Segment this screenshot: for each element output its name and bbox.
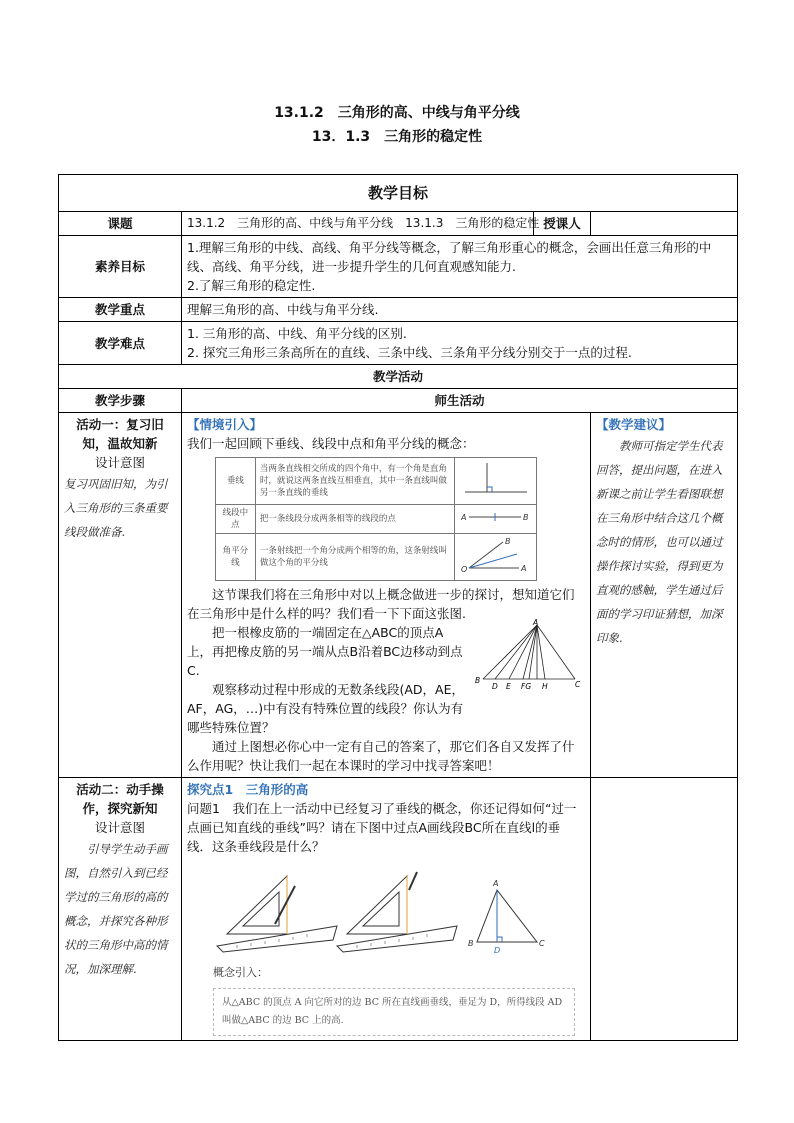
concept-desc: 把一条线段分成两条相等的线段的点 <box>255 505 454 534</box>
key-value: 理解三角形的高、中线与角平分线. <box>182 298 738 322</box>
fan-label-a: A <box>533 619 539 627</box>
bisector-figure <box>454 534 536 581</box>
tri-label-a: A <box>493 879 499 888</box>
perpendicular-diagram <box>459 460 531 498</box>
activity-1-suggestion <box>591 413 738 778</box>
question-1: 问题1 我们在上一活动中已经复习了垂线的概念，你还记得如何“过一点画已知直线的垂线”吗？请在下图中过点A画线段BC所在直线l的垂线．这条垂线段是什么？ <box>187 801 577 854</box>
tri-label-b: B <box>468 939 474 948</box>
bisector-label-b: B <box>504 537 511 546</box>
concept-definition: 从△ABC 的顶点 A 向它所对的边 BC 所在直线画垂线，垂足为 D，所得线段 AD 叫做△ABC 的边 BC 上的高. <box>213 988 575 1036</box>
bisector-label-o: O <box>460 565 468 574</box>
difficulty-value <box>182 322 738 365</box>
activity-2-steps <box>59 778 182 1041</box>
difficulty-label: 教学难点 <box>59 322 182 365</box>
topic-value: 13.1.2 三角形的高、中线与角平分线 13.1.3 三角形的稳定性 <box>182 212 534 236</box>
concept-intro-label: 概念引入： <box>213 966 268 979</box>
tri-label-c: C <box>539 939 545 948</box>
activity-2-title: 活动二：动手操作，探究新知 <box>76 782 164 816</box>
activity-1-steps <box>59 413 182 778</box>
concept-desc: 当两条直线相交所成的四个角中，有一个角是直角时，就说这两条直线互相垂直，其中一条直线叫做另一条直线的垂线 <box>255 458 454 505</box>
fan-label-fg: FG <box>521 682 532 691</box>
inquiry-point-heading: 探究点1 三角形的高 <box>187 782 309 797</box>
suggestion-text: 教师可指定学生代表回答，提出问题，在进入新课之前让学生看图联想在三角形中结合这几个概念时的情形，也可以通过操作探讨实验，得到更为直观的感触，学生通过后面的学习印证猜想，加深印象. <box>596 439 723 645</box>
suggestion-heading: 【教学建议】 <box>596 417 672 432</box>
midpoint-label-a: A <box>460 513 467 522</box>
concept-review-table <box>215 457 537 581</box>
paragraph-2: 把一根橡皮筋的一端固定在△ABC的顶点A上，再把橡皮筋的另一端从点B沿着BC边移动到点C. <box>187 625 463 678</box>
review-intro: 我们一起回顾下垂线、线段中点和角平分线的概念： <box>187 436 475 451</box>
activity-2-design-label: 设计意图 <box>94 820 145 835</box>
key-label: 教学重点 <box>59 298 182 322</box>
fan-label-c: C <box>575 680 581 689</box>
title-line-2: 13．1.3 三角形的稳定性 <box>311 129 483 145</box>
activity-1-content <box>182 413 591 778</box>
lesson-plan-table <box>58 174 738 1041</box>
activity-2-content <box>182 778 591 1041</box>
goal-value <box>182 236 738 298</box>
concept-name: 垂线 <box>216 458 256 505</box>
bisector-diagram <box>459 536 531 574</box>
activity-2-design-text: 引导学生动手画图，自然引入到已经学过的三角形的高的概念，并探究各种形状的三角形中高的情况，加深理解. <box>64 842 168 976</box>
activity-1-design-text: 复习巩固旧知，为引入三角形的三条重要线段做准备. <box>64 477 168 539</box>
rubber-band-diagram <box>467 619 583 691</box>
paragraph-4: 通过上图想必你心中一定有自己的答案了，那它们各自又发挥了什么作用呢？快让我们一起在本课时的学习中找寻答案吧！ <box>187 739 575 773</box>
goal-line-2: 2.了解三角形的稳定性. <box>187 278 316 293</box>
rubber-band-block <box>187 619 585 737</box>
concept-name: 角平分线 <box>216 534 256 581</box>
fan-label-d: D <box>492 682 498 691</box>
activity-2-suggestion <box>591 778 738 1041</box>
paragraph-3: 观察移动过程中形成的无数条线段(AD，AE，AF，AG，…)中有没有特殊位置的线段？你认为有哪些特殊位置？ <box>187 682 465 735</box>
topic-label: 课题 <box>59 212 182 236</box>
teacher-student-header: 师生活动 <box>182 389 738 413</box>
midpoint-diagram <box>459 510 531 524</box>
midpoint-figure <box>454 505 536 534</box>
activity-header: 教学活动 <box>59 365 738 389</box>
perpendicular-figure <box>454 458 536 505</box>
fan-label-h: H <box>542 682 548 691</box>
steps-header: 教学步骤 <box>59 389 182 413</box>
activity-1-title: 活动一：复习旧知，温故知新 <box>76 417 164 451</box>
title-line-1: 13.1.2 三角形的高、中线与角平分线 <box>274 105 520 121</box>
bisector-label-a: A <box>520 564 527 573</box>
goal-line-1: 1.理解三角形的中线、高线、角平分线等概念，了解三角形重心的概念，会画出任意三角形的中线、高线、角平分线，进一步提升学生的几何直观感知能力. <box>187 240 712 274</box>
teacher-value <box>591 212 738 236</box>
paragraph-1: 这节课我们将在三角形中对以上概念做进一步的探讨，想知道它们在三角形中是什么样的吗？我们看一下下面这张图. <box>187 587 575 621</box>
set-square-figures <box>187 856 567 958</box>
concept-name: 线段中点 <box>216 505 256 534</box>
scene-intro-heading: 【情境引入】 <box>187 417 263 432</box>
objectives-header: 教学目标 <box>59 175 738 212</box>
teacher-label: 授课人 <box>534 212 591 236</box>
activity-1-design-label: 设计意图 <box>94 455 145 470</box>
difficulty-line-2: 2. 探究三角形三条高所在的直线、三条中线、三条角平分线分别交于一点的过程. <box>187 345 632 360</box>
concept-desc: 一条射线把一个角分成两个相等的角，这条射线叫做这个角的平分线 <box>255 534 454 581</box>
fan-label-b: B <box>475 676 481 685</box>
difficulty-line-1: 1. 三角形的高、中线、角平分线的区别. <box>187 326 407 341</box>
fan-label-e: E <box>506 682 511 691</box>
goal-label: 素养目标 <box>59 236 182 298</box>
midpoint-label-b: B <box>522 513 529 522</box>
tri-label-d: D <box>494 946 501 955</box>
